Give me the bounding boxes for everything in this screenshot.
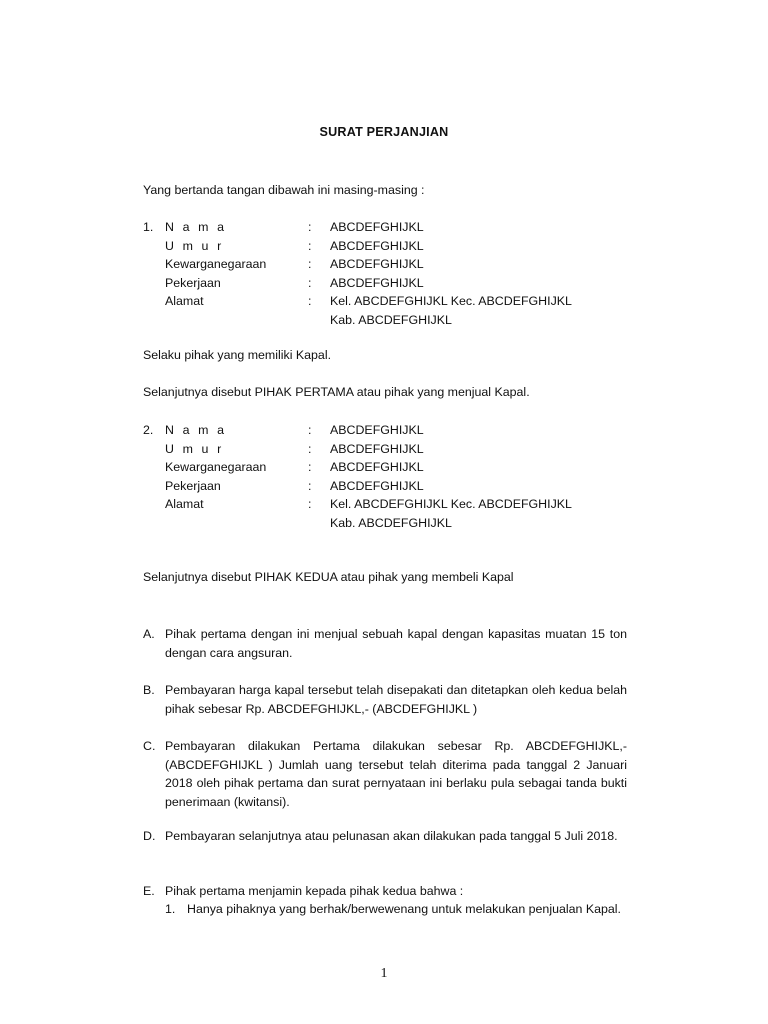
- party-1-address-value: Kel. ABCDEFGHIJKL Kec. ABCDEFGHIJKL: [330, 294, 572, 308]
- party-2-name-colon: :: [308, 423, 312, 437]
- clause-e: [143, 882, 627, 901]
- clause-d-text: Pembayaran selanjutnya atau pelunasan akan dilakukan pada tanggal 5 Juli 2018.: [165, 829, 618, 843]
- party-2-address-colon: :: [308, 497, 312, 511]
- party-1-row-address-2: [143, 311, 643, 330]
- clause-e-subitem-1-number: 1.: [165, 902, 176, 916]
- party-2-designation: Selanjutnya disebut PIHAK KEDUA atau pihak yang membeli Kapal: [143, 570, 514, 584]
- party-1-role: Selaku pihak yang memiliki Kapal.: [143, 348, 332, 362]
- party-2-row-citizenship: [143, 458, 643, 477]
- party-2-citizenship-value: ABCDEFGHIJKL: [330, 460, 424, 474]
- party-1-address-line-2: Kab. ABCDEFGHIJKL: [330, 312, 452, 327]
- party-2-row-address: [143, 495, 643, 514]
- party-2-age-colon: :: [308, 441, 312, 456]
- party-2-age-value: ABCDEFGHIJKL: [330, 441, 424, 456]
- party-1-citizenship-colon: :: [308, 257, 312, 271]
- clause-e-letter: E.: [143, 884, 155, 898]
- party-2-citizenship-label: Kewarganegaraan: [165, 460, 267, 474]
- party-1-row-age: [143, 237, 643, 256]
- party-1-row-name: [143, 218, 643, 237]
- party-2-row-occupation: [143, 477, 643, 496]
- party-1-number: 1.: [143, 220, 154, 234]
- clause-b-text: Pembayaran harga kapal tersebut telah disepakati dan ditetapkan oleh kedua belah pihak sebesar Rp. ABCDEFGHIJKL,- (ABCDEFGHIJKL ): [165, 683, 627, 716]
- clause-c-letter: C.: [143, 739, 156, 753]
- clause-e-subitem-1: [165, 900, 627, 920]
- party-2-row-name: [143, 421, 643, 440]
- party-1-row-citizenship: [143, 255, 643, 274]
- party-2-occupation-value: ABCDEFGHIJKL: [330, 478, 424, 493]
- clause-d: [143, 827, 627, 846]
- clause-c-text: Pembayaran dilakukan Pertama dilakukan sebesar Rp. ABCDEFGHIJKL,- (ABCDEFGHIJKL ) Jumlah uang tersebut telah diterima pada tanggal 2 Januari 2018 oleh pihak pertama dan surat pernyataan ini berlaku pula sebagai tanda bukti penerimaan (kwitansi).: [165, 739, 627, 809]
- clause-a: [143, 625, 627, 662]
- party-1-designation: Selanjutnya disebut PIHAK PERTAMA atau pihak yang menjual Kapal.: [143, 385, 530, 399]
- party-1-age-label: U m u r: [165, 238, 224, 253]
- clause-c: [143, 737, 627, 811]
- party-2-address-label: Alamat: [165, 497, 204, 511]
- party-1-age-colon: :: [308, 238, 312, 253]
- party-1-age-value: ABCDEFGHIJKL: [330, 238, 424, 253]
- clause-e-text: Pihak pertama menjamin kepada pihak kedua bahwa :: [165, 884, 464, 898]
- party-2-occupation-label: Pekerjaan: [165, 478, 221, 493]
- party-2-address-line-2: Kab. ABCDEFGHIJKL: [330, 515, 452, 530]
- party-2-row-address-2: [143, 514, 643, 533]
- clause-d-letter: D.: [143, 829, 156, 843]
- party-1-citizenship-label: Kewarganegaraan: [165, 257, 267, 271]
- party-1-details: [143, 218, 643, 329]
- clause-e-subitem-1-text: Hanya pihaknya yang berhak/berwewenang untuk melakukan penjualan Kapal.: [187, 902, 621, 916]
- party-1-citizenship-value: ABCDEFGHIJKL: [330, 257, 424, 271]
- party-2-address-value: Kel. ABCDEFGHIJKL Kec. ABCDEFGHIJKL: [330, 497, 572, 511]
- party-1-name-colon: :: [308, 220, 312, 234]
- party-1-name-value: ABCDEFGHIJKL: [330, 220, 424, 234]
- party-1-row-occupation: [143, 274, 643, 293]
- party-1-occupation-colon: :: [308, 275, 312, 290]
- party-2-name-label: N a m a: [165, 423, 227, 437]
- party-1-name-label: N a m a: [165, 220, 227, 234]
- party-1-address-colon: :: [308, 294, 312, 308]
- intro-text: Yang bertanda tangan dibawah ini masing-masing :: [143, 183, 425, 197]
- party-1-occupation-label: Pekerjaan: [165, 275, 221, 290]
- clause-a-text: Pihak pertama dengan ini menjual sebuah kapal dengan kapasitas muatan 15 ton dengan cara angsuran.: [165, 627, 627, 660]
- clause-b: [143, 681, 627, 718]
- clause-b-letter: B.: [143, 683, 155, 697]
- party-1-occupation-value: ABCDEFGHIJKL: [330, 275, 424, 290]
- document-title: SURAT PERJANJIAN: [319, 125, 449, 139]
- party-2-occupation-colon: :: [308, 478, 312, 493]
- party-2-age-label: U m u r: [165, 441, 224, 456]
- party-2-name-value: ABCDEFGHIJKL: [330, 423, 424, 437]
- party-2-number: 2.: [143, 423, 154, 437]
- page-number: 1: [380, 966, 388, 981]
- party-2-citizenship-colon: :: [308, 460, 312, 474]
- party-1-address-label: Alamat: [165, 294, 204, 308]
- clause-a-letter: A.: [143, 627, 155, 641]
- party-2-details: [143, 421, 643, 532]
- party-1-row-address: [143, 292, 643, 311]
- party-2-row-age: [143, 440, 643, 459]
